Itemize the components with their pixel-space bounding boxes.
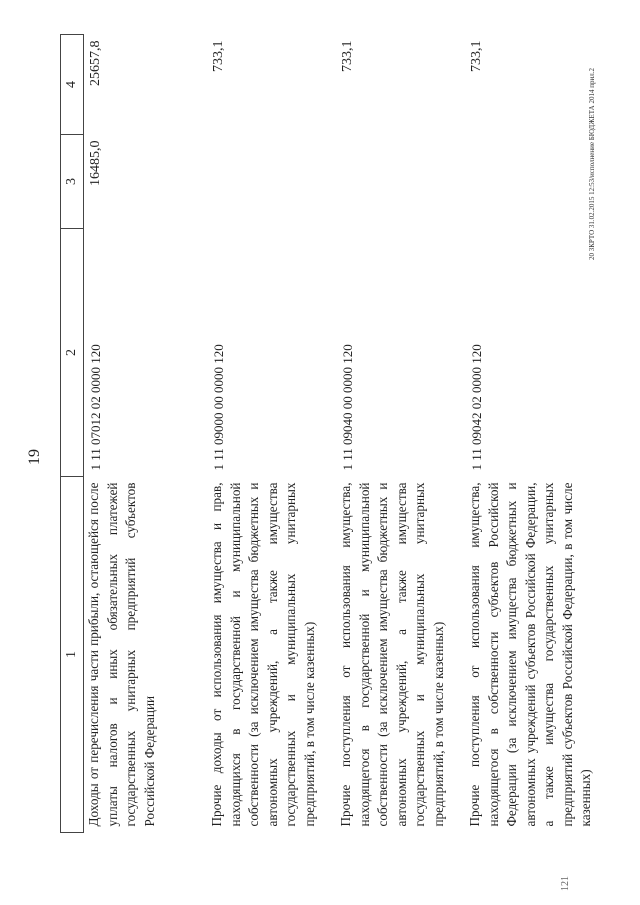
header-col-1: 1 [61, 477, 84, 833]
row-plan [465, 135, 596, 229]
header-col-3: 3 [61, 135, 84, 229]
table-row [207, 35, 336, 833]
table-row [84, 35, 208, 833]
table-header-row [61, 35, 84, 833]
row-actual: 733,1 [469, 40, 484, 72]
row-name: Доходы от перечисления части прибыли, остающейся после уплаты налогов и иных обязательных платежей государственных унитарных предприятий субъектов Российской Федерации [86, 482, 157, 827]
row-plan [336, 135, 465, 229]
revenue-table [60, 34, 596, 833]
row-actual: 733,1 [340, 40, 355, 72]
row-code: 1 11 09000 00 0000 120 [211, 344, 226, 471]
row-actual: 733,1 [211, 40, 226, 72]
table-row [336, 35, 465, 833]
row-plan: 16485,0 [88, 140, 103, 186]
table-row [465, 35, 596, 833]
page-number: 19 [26, 449, 43, 465]
header-col-4: 4 [61, 35, 84, 135]
row-name: Прочие поступления от использования имущества, находящегося в государственной и муниципальной собственности (за исключением имущества бюджетных и автономных учреждений, а также имущества государственных и муниципальных унитарных предприятий, в том числе казенных) [338, 482, 446, 827]
row-plan [207, 135, 336, 229]
row-name: Прочие поступления от использования имущества, находящегося в собственности субъектов Российской Федерации (за исключением имущества бюджетных и автономных учреждений субъектов Российской Федерации, а также имущества государственных унитарных предприятий субъектов Российской Федерации, в том числе казенных) [467, 482, 593, 827]
row-code: 1 11 09040 00 0000 120 [340, 344, 355, 471]
row-code: 1 11 09042 02 0000 120 [469, 344, 484, 471]
header-col-2: 2 [61, 229, 84, 477]
footer-file-path: 20 ЗКРТО 31.02.2015 12:53/исполнение БЮДЖЕТА 2014 прил.2 [588, 68, 596, 260]
row-actual: 25657,8 [88, 40, 103, 86]
margin-page-mark: 121 [560, 876, 571, 891]
row-name: Прочие доходы от использования имущества и прав, находящихся в государственной и муниципальной собственности (за исключением имущества бюджетных и автономных учреждений, а также имущества государственных и муниципальных унитарных предприятий, в том числе казенных) [209, 482, 317, 827]
row-code: 1 11 07012 02 0000 120 [88, 344, 103, 471]
